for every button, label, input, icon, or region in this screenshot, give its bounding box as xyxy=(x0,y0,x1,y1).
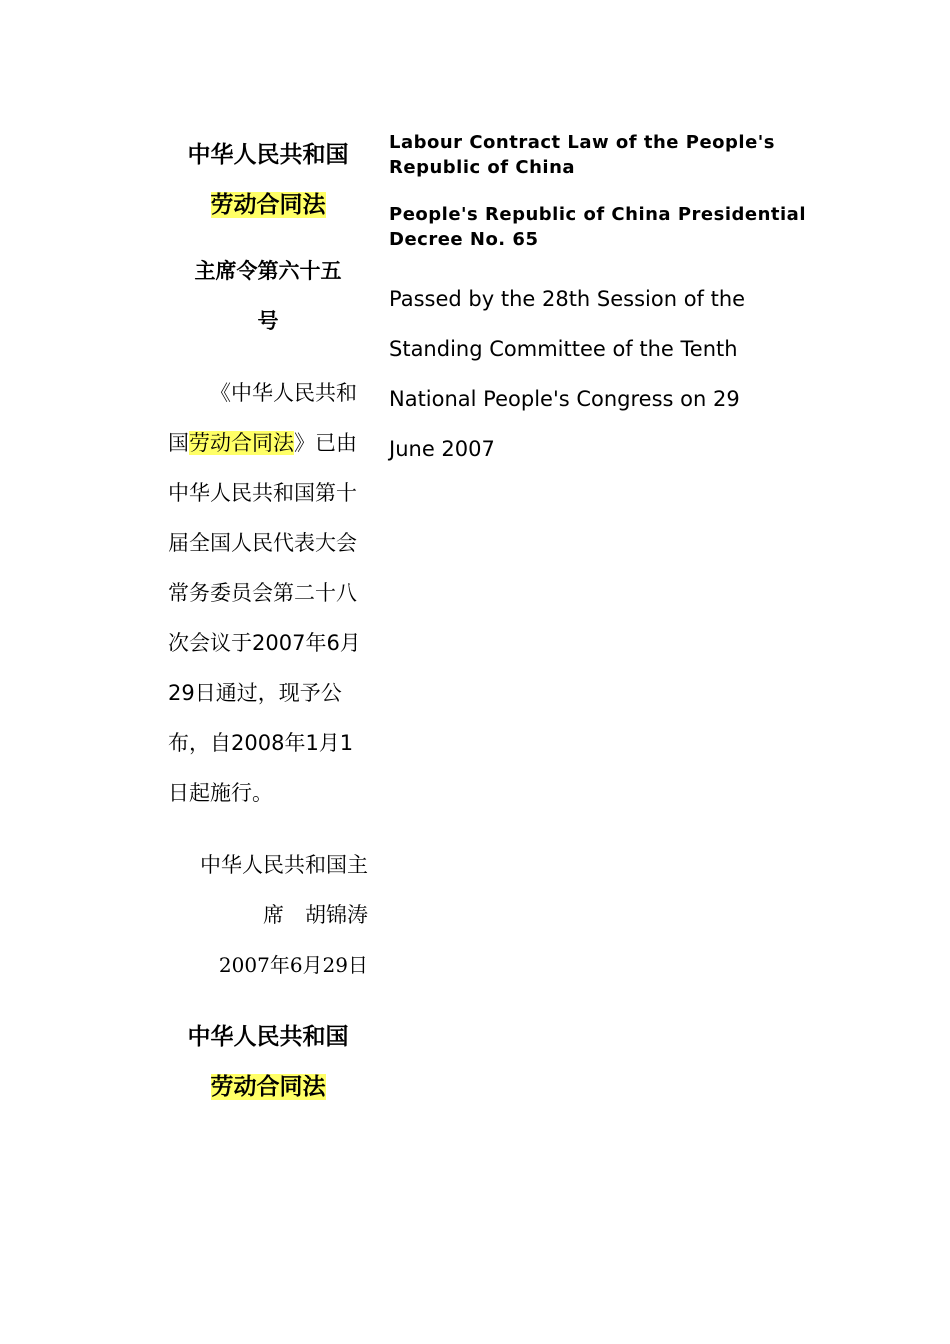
zh-title xyxy=(168,130,368,230)
zh-title-repeat xyxy=(168,1012,368,1112)
zh-sign-line1: 中华人民共和国主 xyxy=(200,853,368,877)
zh-body-highlight: 劳动合同法 xyxy=(189,431,294,455)
zh-title2-highlight: 劳动合同法 xyxy=(210,1074,326,1100)
zh-sign-line2: 席 胡锦涛 xyxy=(263,903,368,927)
zh-signature xyxy=(168,840,368,940)
en-decree-number: People's Republic of China Presidential Decree No. 65 xyxy=(389,204,806,250)
zh-title-line1: 中华人民共和国 xyxy=(187,142,349,168)
english-column xyxy=(389,130,809,474)
zh-decree-number xyxy=(168,246,368,346)
zh-title2-line1: 中华人民共和国 xyxy=(187,1024,349,1050)
zh-body-post: 》已由中华人民共和国第十届全国人民代表大会常务委员会第二十八次会议于2007年6月29日通过，现予公布，自2008年1月1日起施行。 xyxy=(168,431,361,805)
zh-decree-line1: 主席令第六十五 xyxy=(194,259,342,283)
zh-decree-line2: 号 xyxy=(257,309,279,333)
zh-body-pre: 《中华人民共和国 xyxy=(168,381,357,455)
zh-promulgation-text xyxy=(168,368,368,818)
zh-date: 2007年6月29日 xyxy=(218,953,368,977)
zh-title-highlight: 劳动合同法 xyxy=(210,192,326,218)
en-promulgation-text: Passed by the 28th Session of the Standing Committee of the Tenth National People's Congress on 29 June 2007 xyxy=(389,287,746,461)
en-title: Labour Contract Law of the People's Republic of China xyxy=(389,132,776,178)
chinese-column xyxy=(168,130,373,1112)
